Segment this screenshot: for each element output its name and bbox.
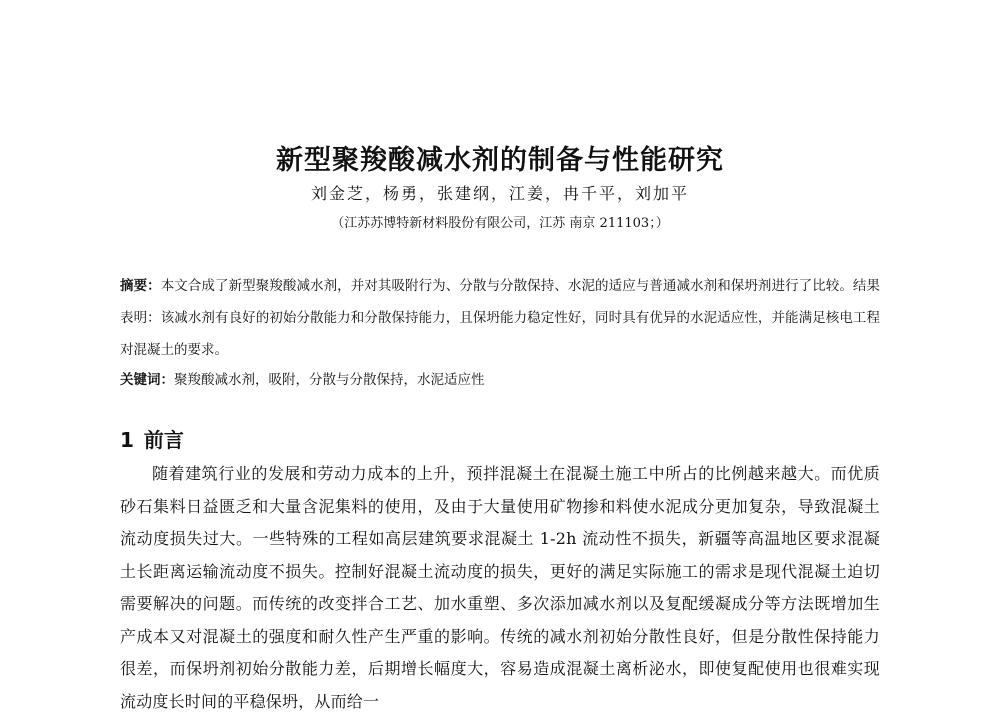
- body-paragraph: 随着建筑行业的发展和劳动力成本的上升，预拌混凝土在混凝土施工中所占的比例越来越大。而优质砂石集料日益匮乏和大量含泥集料的使用，及由于大量使用矿物掺和料使水泥成分更加复杂，导致混凝土流动度损失过大。一些特殊的工程如高层建筑要求混凝土 1-2h 流动性不损失，新疆等高温地区要求混凝土长距离运输流动度不损失。控制好混凝土流动度的损失，更好的满足实际施工的需求是现代混凝土迫切需要解决的问题。而传统的改变拌合工艺、加水重塑、多次添加减水剂以及复配缓凝成分等方法既增加生产成本又对混凝土的强度和耐久性产生严重的影响。传统的减水剂初始分散性良好，但是分散性保持能力很差，而保坍剂初始分散能力差，后期增长幅度大，容易造成混凝土离析泌水，即使复配使用也很难实现流动度长时间的平稳保坍，从而给一: [120, 464, 880, 711]
- affiliation: （江苏苏博特新材料股份有限公司，江苏 南京 211103；）: [331, 216, 669, 231]
- abstract-label: 摘要：: [120, 278, 161, 294]
- section-title: 前言: [143, 428, 184, 452]
- section-heading: [120, 424, 184, 453]
- abstract-text: 本文合成了新型聚羧酸减水剂，并对其吸附行为、分散与分散保持、水泥的适应与普通减水剂和保坍剂进行了比较。结果表明：该减水剂有良好的初始分散能力和分散保持能力，且保坍能力稳定性好，同时具有优异的水泥适应性，并能满足核电工程对混凝土的要求。: [120, 278, 880, 358]
- section-number: 1: [120, 428, 134, 452]
- paper-title: 新型聚羧酸减水剂的制备与性能研究: [276, 145, 724, 176]
- keywords: [120, 368, 880, 392]
- keywords-text: 聚羧酸减水剂，吸附，分散与分散保持，水泥适应性: [174, 372, 485, 388]
- author-list: 刘金芝，杨勇，张建纲，江姜，冉千平，刘加平: [310, 184, 689, 203]
- abstract: [120, 270, 880, 366]
- keywords-label: 关键词：: [120, 372, 174, 388]
